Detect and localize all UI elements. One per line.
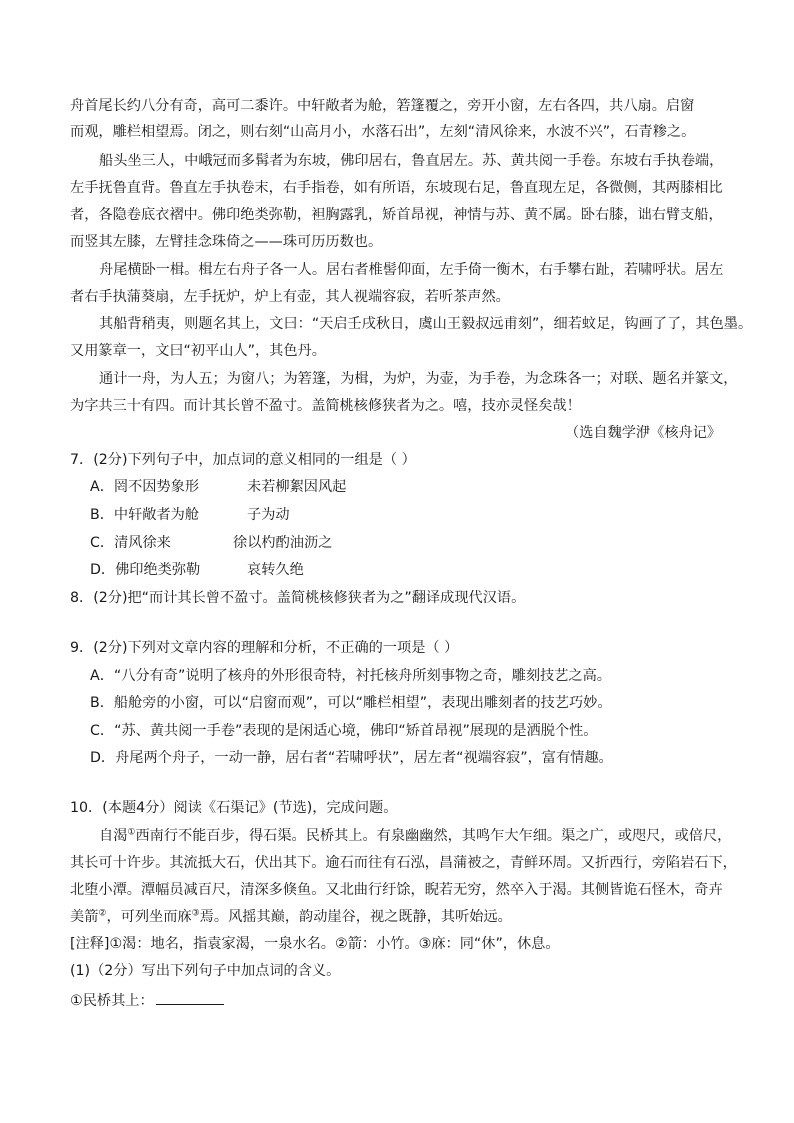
passage2-line: 自渴①西南行不能百步，得石渠。民桥其上。有泉幽幽然，其鸣乍大乍细。渠之广，或咫尺，或倍尺，: [99, 827, 732, 844]
passage-line: 其船背稍夷，则题名其上，文曰：“天启壬戌秋日，虞山王毅叔远甫刻”，细若蚊足，钩画了了，其色墨。: [99, 316, 753, 332]
annotation-note: [注释]①渴：地名，指袁家渴，一泉水名。②箭：小竹。③庥：同“休”，休息。: [70, 936, 560, 952]
q7-option-b[interactable]: B．中轩敞者为舱: [90, 507, 200, 523]
passage2-line: 美箭②，可列坐而庥③焉。风摇其巅，韵动崖谷，视之既静，其听始远。: [70, 908, 512, 925]
passage2-line: 北堕小潭。潭幅员减百尺，清深多倏鱼。又北曲行纡馀，睨若无穷，然卒入于渴。其侧皆诡石怪木，奇卉: [70, 882, 723, 898]
q7-option-c[interactable]: C．清风徐来: [90, 535, 171, 551]
passage-line: 又用篆章一，文曰“初平山人”，其色丹。: [70, 343, 326, 359]
passage-line: 左手抚鲁直背。鲁直左手执卷末，右手指卷，如有所语，东坡现右足，鲁直现左足，各微侧，其两膝相比: [70, 180, 723, 196]
q7-option-a-pair: 未若柳絮因风起: [247, 479, 347, 495]
passage-line: 舟首尾长约八分有奇，高可二黍许。中轩敞者为舱，箬篷覆之，旁开小窗，左右各四，共八扇。启窗: [70, 98, 695, 114]
passage-line: 而观，雕栏相望焉。闭之，则右刻“山高月小，水落石出”，左刻“清风徐来，水波不兴”，石青糁之。: [70, 124, 696, 140]
q9-option-b[interactable]: B．船舱旁的小窗，可以“启窗而观”，可以“雕栏相望”，表现出雕刻者的技艺巧妙。: [90, 695, 612, 711]
passage-line: 船头坐三人，中峨冠而多髯者为东坡，佛印居右，鲁直居左。苏、黄共阅一手卷。东坡右手执卷端，: [99, 153, 724, 169]
passage-source: （选自魏学洢《核舟记》: [565, 425, 722, 441]
question-7-stem: 7．(2分)下列句子中，加点词的意义相同的一组是（ ）: [70, 452, 416, 468]
q7-option-a[interactable]: A．罔不因势象形: [90, 479, 200, 495]
q9-option-c[interactable]: C．“苏、黄共阅一手卷”表现的是闲适心境，佛印“矫首昂视”展现的是洒脱个性。: [90, 723, 598, 739]
question-10-sub1: (1)（2分）写出下列句子中加点词的含义。: [70, 963, 341, 979]
q9-option-a[interactable]: A．“八分有奇”说明了核舟的外形很奇特，衬托核舟所刻事物之奇，雕刻技艺之高。: [90, 668, 611, 684]
passage-line: 者右手执蒲葵扇，左手抚炉，炉上有壶，其人视端容寂，若听茶声然。: [70, 289, 510, 305]
passage2-line: 其长可十许步。其流抵大石，伏出其下。逾石而往有石泓，昌蒲被之，青鲜环周。又折西行，旁陷岩石下，: [70, 855, 737, 871]
q7-option-c-pair: 徐以杓酌油沥之: [233, 535, 333, 551]
q7-option-d[interactable]: D．佛印绝类弥勒: [90, 562, 201, 578]
question-10-stem: 10．(本题4分）阅读《石渠记》(节选)，完成问题。: [70, 800, 398, 816]
question-10-sub1-item: ①民桥其上：: [70, 990, 224, 1010]
q7-option-b-pair: 子为动: [247, 507, 290, 523]
passage-line: 通计一舟，为人五；为窗八；为箬篷，为楫，为炉，为壶，为手卷，为念珠各一；对联、题名并篆文，: [99, 371, 738, 387]
passage-line: 者，各隐卷底衣褶中。佛印绝类弥勒，袒胸露乳，矫首昂视，神情与苏、黄不属。卧右膝，诎右臂支船，: [70, 207, 723, 223]
question-8-stem: 8．(2分)把“而计其长曾不盈寸。盖简桃核修狭者为之”翻译成现代汉语。: [70, 590, 526, 606]
q9-option-d[interactable]: D．舟尾两个舟子，一动一静，居右者“若啸呼状”，居左者“视端容寂”，富有情趣。: [90, 750, 613, 766]
answer-blank[interactable]: [156, 990, 224, 1005]
passage-line: 为字共三十有四。而计其长曾不盈寸。盖简桃核修狭者为之。嘻，技亦灵怪矣哉！: [70, 398, 581, 414]
passage-line: 而竖其左膝，左臂挂念珠倚之——珠可历历数也。: [70, 234, 383, 250]
passage-line: 舟尾横卧一楫。楫左右舟子各一人。居右者椎髻仰面，左手倚一衡木，右手攀右趾，若啸呼状。居左: [99, 262, 724, 278]
question-9-stem: 9．(2分)下列对文章内容的理解和分析，不正确的一项是（ ）: [70, 640, 459, 656]
q7-option-d-pair: 哀转久绝: [247, 562, 304, 578]
